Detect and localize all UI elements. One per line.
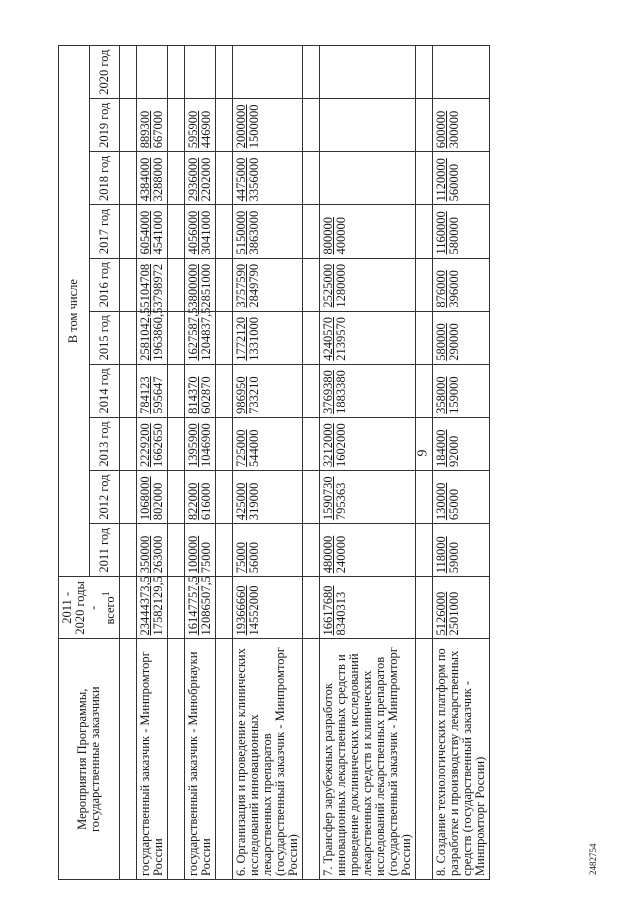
header-total [59, 577, 120, 639]
table-row [320, 46, 416, 880]
cell-year [137, 471, 168, 524]
value-total-funding: 425000 [234, 482, 249, 521]
value-total-funding: 1772120 [234, 317, 249, 361]
cell-year [433, 311, 490, 364]
row-spacer [416, 46, 433, 880]
value-federal-budget: 733210 [247, 376, 262, 414]
cell-total [233, 577, 303, 639]
cell-year [320, 46, 416, 99]
value-total-funding: 5126000 [434, 591, 449, 636]
value-total-funding: 1395900 [186, 423, 201, 468]
value-total-funding: 6054000 [138, 210, 153, 255]
cell-year [185, 364, 216, 417]
value-total-funding: 3757590 [234, 263, 249, 308]
value-federal-budget: 75000 [199, 542, 214, 574]
cell-year [233, 311, 303, 364]
header-program: Мероприятия Программы, государственные заказчики [59, 639, 120, 880]
value-total-funding: 1068000 [138, 476, 153, 521]
header-total-period: 2011 - 2020 годы - [60, 581, 100, 635]
value-federal-budget: 263000 [151, 535, 166, 574]
header-year: 2012 год [89, 471, 120, 524]
value-total-funding: 1590730 [321, 476, 336, 521]
table-body [120, 46, 490, 880]
cell-year [137, 205, 168, 258]
cell-year [233, 364, 303, 417]
value-federal-budget: 2139570 [334, 317, 349, 361]
cell-year [233, 152, 303, 205]
cell-year [433, 471, 490, 524]
row-label: государственный заказчик - Минпромторг России [137, 639, 168, 880]
cell-year [137, 152, 168, 205]
cell-year [320, 524, 416, 577]
header-year: 2019 год [89, 99, 120, 152]
document-stamp: 2482754 [588, 843, 598, 875]
cell-year [233, 46, 303, 99]
table-row [233, 46, 303, 880]
cell-year [233, 205, 303, 258]
value-federal-budget: 802000 [151, 482, 166, 521]
value-federal-budget: 1331000 [247, 317, 262, 361]
row-spacer [120, 46, 137, 880]
value-federal-budget: 4541000 [151, 210, 166, 255]
value-federal-budget: 14552000 [247, 585, 262, 636]
value-total-funding: 800000 [321, 217, 336, 255]
cell-year [185, 524, 216, 577]
table-row [433, 46, 490, 880]
value-total-funding: 100000 [186, 535, 201, 574]
header-year: 2011 год [89, 524, 120, 577]
header-year: 2014 год [89, 364, 120, 417]
cell-year [233, 258, 303, 311]
value-total-funding: 3769380 [321, 370, 336, 414]
row-label: 7. Трансфер зарубежных разработок инновационных лекарственных средств и проведение доклинических исследований лекарственных средств и клинических исследований лекарственных препаратов (государственный заказчик - Минпромторг России) [320, 639, 416, 880]
value-federal-budget: 3041000 [199, 210, 214, 255]
value-total-funding: 4384000 [138, 157, 153, 202]
value-federal-budget: 1662650 [151, 423, 166, 468]
value-total-funding: 784123 [138, 376, 153, 414]
value-total-funding: 600000 [434, 110, 449, 149]
value-federal-budget: 396000 [447, 270, 462, 308]
cell-year [433, 205, 490, 258]
value-total-funding: 595900 [186, 110, 201, 149]
value-federal-budget: 319000 [247, 482, 262, 521]
cell-year [137, 364, 168, 417]
value-total-funding: 4240570 [321, 317, 336, 361]
value-total-funding: 184000 [434, 429, 449, 468]
value-total-funding: 5104708 [138, 263, 153, 308]
cell-year [433, 46, 490, 99]
value-federal-budget: 12086507,5 [199, 576, 214, 636]
value-total-funding: 2229200 [138, 423, 153, 468]
rotated-table-sheet [58, 45, 598, 880]
value-federal-budget: 1204837,5 [199, 307, 214, 361]
value-total-funding: 16617680 [321, 585, 336, 636]
value-total-funding: 350000 [138, 535, 153, 574]
value-total-funding: 358000 [434, 376, 449, 414]
value-federal-budget: 240000 [334, 535, 349, 574]
value-federal-budget: 159000 [447, 376, 462, 414]
value-total-funding: 4475000 [234, 157, 249, 202]
value-federal-budget: 616000 [199, 482, 214, 521]
value-total-funding: 19366660 [234, 585, 249, 636]
value-total-funding: 876000 [434, 270, 449, 308]
value-total-funding: 2936000 [186, 157, 201, 202]
value-federal-budget: 290000 [447, 323, 462, 361]
value-federal-budget: 59000 [447, 542, 462, 574]
value-federal-budget: 2849790 [247, 263, 262, 308]
value-federal-budget: 400000 [334, 217, 349, 255]
value-total-funding: 75000 [234, 542, 249, 574]
cell-year [320, 152, 416, 205]
cell-year [433, 258, 490, 311]
row-spacer [216, 46, 233, 880]
header-year: 2020 год [89, 46, 120, 99]
value-federal-budget: 8340313 [334, 591, 349, 636]
value-total-funding: 986950 [234, 376, 249, 414]
value-federal-budget: 1280000 [334, 263, 349, 308]
value-total-funding: 16147757,5 [186, 576, 201, 636]
cell-year [185, 258, 216, 311]
cell-year [137, 46, 168, 99]
cell-year [185, 417, 216, 470]
cell-year [320, 205, 416, 258]
value-federal-budget: 300000 [447, 110, 462, 149]
header-year: 2017 год [89, 205, 120, 258]
cell-total [137, 577, 168, 639]
value-federal-budget: 2501000 [447, 591, 462, 636]
value-total-funding: 1120000 [434, 158, 449, 202]
table-row [185, 46, 216, 880]
cell-year [433, 524, 490, 577]
value-federal-budget: 1500000 [247, 104, 262, 149]
program-funding-table [58, 45, 490, 880]
value-total-funding: 580000 [434, 323, 449, 361]
cell-year [137, 417, 168, 470]
cell-year [320, 258, 416, 311]
value-total-funding: 1627587,5 [186, 307, 201, 361]
value-federal-budget: 667000 [151, 110, 166, 149]
cell-total [320, 577, 416, 639]
table-row [137, 46, 168, 880]
value-federal-budget: 3288000 [151, 157, 166, 202]
value-total-funding: 889300 [138, 110, 153, 149]
value-total-funding: 4056000 [186, 210, 201, 255]
cell-year [185, 99, 216, 152]
value-total-funding: 2000000 [234, 104, 249, 149]
cell-year [137, 99, 168, 152]
value-federal-budget: 3863000 [247, 210, 262, 255]
cell-year [233, 99, 303, 152]
header-total-footnote: 1 [101, 591, 112, 597]
value-federal-budget: 560000 [447, 163, 462, 202]
cell-year [320, 417, 416, 470]
cell-year [433, 417, 490, 470]
header-year: 2016 год [89, 258, 120, 311]
cell-total [185, 577, 216, 639]
value-total-funding: 2525000 [321, 263, 336, 308]
value-federal-budget: 3356000 [247, 157, 262, 202]
value-federal-budget: 2202000 [199, 157, 214, 202]
cell-year [433, 364, 490, 417]
header-year: 2013 год [89, 417, 120, 470]
page-number: 9 [415, 449, 431, 457]
value-total-funding: 2581042,5 [138, 307, 153, 361]
cell-year [185, 205, 216, 258]
value-total-funding: 130000 [434, 482, 449, 521]
row-label: государственный заказчик - Минобрнауки России [185, 639, 216, 880]
cell-year [320, 364, 416, 417]
cell-year [137, 258, 168, 311]
value-federal-budget: 1883380 [334, 370, 349, 414]
value-federal-budget: 56000 [247, 542, 262, 574]
cell-year [233, 471, 303, 524]
value-total-funding: 23444373,5 [138, 576, 153, 636]
value-federal-budget: 3798972 [151, 263, 166, 308]
value-federal-budget: 795363 [334, 482, 349, 521]
value-total-funding: 814370 [186, 376, 201, 414]
header-total-label: всего [103, 596, 118, 625]
value-federal-budget: 2851000 [199, 263, 214, 308]
cell-year [185, 471, 216, 524]
value-total-funding: 118000 [434, 536, 449, 574]
row-spacer [303, 46, 320, 880]
cell-year [137, 524, 168, 577]
header-year: 2018 год [89, 152, 120, 205]
cell-year [233, 417, 303, 470]
value-federal-budget: 580000 [447, 217, 462, 255]
cell-year [185, 152, 216, 205]
value-total-funding: 480000 [321, 535, 336, 574]
cell-year [433, 99, 490, 152]
value-total-funding: 5150000 [234, 210, 249, 255]
value-total-funding: 822000 [186, 482, 201, 521]
value-federal-budget: 1963860,5 [151, 307, 166, 361]
cell-year [185, 307, 216, 364]
value-federal-budget: 17582129,5 [151, 576, 166, 636]
value-federal-budget: 446900 [199, 110, 214, 149]
cell-year [233, 524, 303, 577]
row-label: 8. Создание технологических платформ по разработке и производству лекарственных средств (государственный заказчик - Минпромторг России) [433, 639, 490, 880]
cell-year [320, 471, 416, 524]
cell-year [137, 307, 168, 364]
value-federal-budget: 1046900 [199, 423, 214, 468]
header-year: 2015 год [89, 311, 120, 364]
cell-year [320, 99, 416, 152]
value-federal-budget: 1602000 [334, 423, 349, 468]
cell-year [320, 311, 416, 364]
value-federal-budget: 65000 [447, 488, 462, 521]
value-total-funding: 1160000 [434, 211, 449, 255]
value-federal-budget: 595647 [151, 376, 166, 414]
row-label: 6. Организация и проведение клинических исследований инновационных лекарственных препаратов (государственный заказчик - Минпромторг России) [233, 639, 303, 880]
cell-year [433, 152, 490, 205]
value-federal-budget: 544000 [247, 429, 262, 468]
value-federal-budget: 92000 [447, 435, 462, 468]
value-total-funding: 3212000 [321, 423, 336, 468]
table-header [59, 46, 120, 880]
row-spacer [168, 46, 185, 880]
cell-total [433, 577, 490, 639]
cell-year [185, 46, 216, 99]
value-total-funding: 725000 [234, 429, 249, 468]
value-federal-budget: 602870 [199, 376, 214, 414]
header-including: В том числе [59, 46, 90, 577]
value-total-funding: 3800000 [186, 263, 201, 308]
